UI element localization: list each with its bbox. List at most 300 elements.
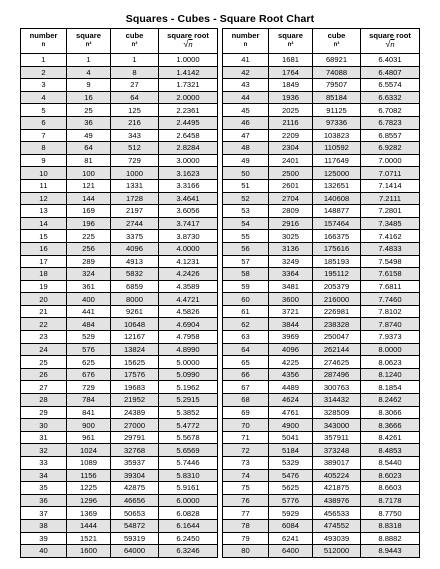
cell-number: 58 [223, 268, 269, 281]
table-row [223, 79, 420, 92]
table-row [21, 167, 218, 180]
cell-square-root: 6.9282 [361, 142, 420, 155]
header-cube: cube n³ [111, 29, 159, 54]
cell-square-root: 6.4031 [361, 54, 420, 67]
table-row [21, 519, 218, 532]
cell-number: 34 [21, 469, 67, 482]
cell-number: 2 [21, 66, 67, 79]
table-row [223, 394, 420, 407]
cell-square-root: 4.8990 [159, 343, 218, 356]
cell-square: 4096 [269, 343, 313, 356]
cell-cube: 421875 [313, 482, 361, 495]
cell-square: 676 [67, 368, 111, 381]
table-row [223, 545, 420, 558]
table-row [21, 305, 218, 318]
cell-cube: 512 [111, 142, 159, 155]
header-number: number n [21, 29, 67, 54]
table-row [21, 368, 218, 381]
table-row [21, 457, 218, 470]
cell-square-root: 6.5574 [361, 79, 420, 92]
cell-cube: 8000 [111, 293, 159, 306]
cell-square-root: 1.0000 [159, 54, 218, 67]
cell-square: 3481 [269, 280, 313, 293]
cell-cube: 226981 [313, 305, 361, 318]
cell-square: 1 [67, 54, 111, 67]
cell-cube: 42875 [111, 482, 159, 495]
cell-number: 24 [21, 343, 67, 356]
cell-number: 26 [21, 368, 67, 381]
cell-square-root: 5.3852 [159, 406, 218, 419]
cell-square-root: 7.8740 [361, 318, 420, 331]
cell-cube: 157464 [313, 217, 361, 230]
cell-square: 49 [67, 129, 111, 142]
cell-number: 30 [21, 419, 67, 432]
cell-number: 4 [21, 91, 67, 104]
cell-number: 36 [21, 494, 67, 507]
cell-square: 2601 [269, 179, 313, 192]
table-row [21, 343, 218, 356]
cell-square: 1156 [67, 469, 111, 482]
page-title: Squares - Cubes - Square Root Chart [125, 13, 315, 25]
cell-square: 2304 [269, 142, 313, 155]
table-row [21, 318, 218, 331]
cell-number: 56 [223, 242, 269, 255]
cell-cube: 140608 [313, 192, 361, 205]
cell-square: 4225 [269, 356, 313, 369]
cell-square-root: 5.1962 [159, 381, 218, 394]
cell-number: 23 [21, 331, 67, 344]
cell-square-root: 1.7321 [159, 79, 218, 92]
table-row [21, 280, 218, 293]
cell-square: 5476 [269, 469, 313, 482]
table-row [21, 205, 218, 218]
cell-square: 961 [67, 431, 111, 444]
cell-square-root: 6.7082 [361, 104, 420, 117]
table-row [223, 268, 420, 281]
cell-number: 62 [223, 318, 269, 331]
table-row [223, 343, 420, 356]
cell-cube: 19683 [111, 381, 159, 394]
cell-square: 2704 [269, 192, 313, 205]
cell-cube: 35937 [111, 457, 159, 470]
table-row [21, 142, 218, 155]
cell-square: 256 [67, 242, 111, 255]
cell-cube: 64000 [111, 545, 159, 558]
table-row [21, 406, 218, 419]
cell-square-root: 8.1240 [361, 368, 420, 381]
cell-cube: 110592 [313, 142, 361, 155]
table-row [223, 356, 420, 369]
cell-square-root: 8.9443 [361, 545, 420, 558]
header-square-root: square root √n [159, 29, 218, 54]
cell-square-root: 7.2111 [361, 192, 420, 205]
cell-square: 4356 [269, 368, 313, 381]
cell-cube: 287496 [313, 368, 361, 381]
cell-cube: 148877 [313, 205, 361, 218]
table-row [21, 116, 218, 129]
cell-square: 484 [67, 318, 111, 331]
cell-square: 576 [67, 343, 111, 356]
cell-cube: 74088 [313, 66, 361, 79]
cell-square-root: 2.0000 [159, 91, 218, 104]
cell-square: 6084 [269, 519, 313, 532]
table-row [223, 129, 420, 142]
table-row [21, 154, 218, 167]
cell-square-root: 7.9373 [361, 331, 420, 344]
cell-square-root: 6.6332 [361, 91, 420, 104]
table-row [223, 368, 420, 381]
cell-square-root: 7.7460 [361, 293, 420, 306]
cell-square-root: 6.7823 [361, 116, 420, 129]
cell-cube: 21952 [111, 394, 159, 407]
cell-square-root: 3.3166 [159, 179, 218, 192]
cell-square: 729 [67, 381, 111, 394]
cell-square-root: 3.4641 [159, 192, 218, 205]
table-row [223, 192, 420, 205]
cell-number: 3 [21, 79, 67, 92]
table-row [223, 205, 420, 218]
cell-cube: 59319 [111, 532, 159, 545]
cell-cube: 39304 [111, 469, 159, 482]
cell-number: 14 [21, 217, 67, 230]
cell-square-root: 7.1414 [361, 179, 420, 192]
cell-square-root: 8.3066 [361, 406, 420, 419]
cell-square: 1849 [269, 79, 313, 92]
table-row [223, 406, 420, 419]
cell-number: 60 [223, 293, 269, 306]
cell-square-root: 3.1623 [159, 167, 218, 180]
cell-number: 51 [223, 179, 269, 192]
table-row [21, 532, 218, 545]
cell-square: 5929 [269, 507, 313, 520]
cell-number: 61 [223, 305, 269, 318]
cell-number: 47 [223, 129, 269, 142]
header-square-root: square root √n [361, 29, 420, 54]
cell-cube: 238328 [313, 318, 361, 331]
cell-cube: 46656 [111, 494, 159, 507]
table-row [223, 331, 420, 344]
cell-cube: 64 [111, 91, 159, 104]
cell-number: 31 [21, 431, 67, 444]
cell-square: 529 [67, 331, 111, 344]
header-row [21, 29, 218, 54]
cell-square-root: 7.0000 [361, 154, 420, 167]
cell-square-root: 7.6811 [361, 280, 420, 293]
cell-cube: 250047 [313, 331, 361, 344]
cell-cube: 125000 [313, 167, 361, 180]
cell-number: 46 [223, 116, 269, 129]
cell-square: 1936 [269, 91, 313, 104]
cell-square-root: 5.0000 [159, 356, 218, 369]
cell-square: 1521 [67, 532, 111, 545]
cell-number: 10 [21, 167, 67, 180]
cell-square: 625 [67, 356, 111, 369]
table-row [21, 230, 218, 243]
cell-square-root: 2.8284 [159, 142, 218, 155]
cell-square-root: 8.8318 [361, 519, 420, 532]
cell-cube: 216 [111, 116, 159, 129]
table-row [223, 255, 420, 268]
cell-square: 4 [67, 66, 111, 79]
cell-square-root: 5.6569 [159, 444, 218, 457]
cell-square: 3600 [269, 293, 313, 306]
table-row [223, 154, 420, 167]
cell-square-root: 8.4853 [361, 444, 420, 457]
table-row [21, 545, 218, 558]
table-row [223, 519, 420, 532]
table-row [223, 91, 420, 104]
cell-square-root: 7.5498 [361, 255, 420, 268]
cell-square: 16 [67, 91, 111, 104]
cell-cube: 2197 [111, 205, 159, 218]
cell-square: 4624 [269, 394, 313, 407]
cell-number: 71 [223, 431, 269, 444]
cell-number: 64 [223, 343, 269, 356]
cell-cube: 27 [111, 79, 159, 92]
cell-number: 70 [223, 419, 269, 432]
sqrt-icon: √ [183, 39, 189, 49]
cell-cube: 125 [111, 104, 159, 117]
cell-square: 169 [67, 205, 111, 218]
cell-number: 16 [21, 242, 67, 255]
cell-number: 38 [21, 519, 67, 532]
cell-number: 27 [21, 381, 67, 394]
table-row [223, 532, 420, 545]
table-row [223, 242, 420, 255]
table-row [21, 394, 218, 407]
cell-square-root: 8.2462 [361, 394, 420, 407]
cell-square: 5184 [269, 444, 313, 457]
cell-square-root: 6.4807 [361, 66, 420, 79]
cell-number: 17 [21, 255, 67, 268]
cell-number: 57 [223, 255, 269, 268]
cell-cube: 103823 [313, 129, 361, 142]
cell-square-root: 1.4142 [159, 66, 218, 79]
cell-cube: 29791 [111, 431, 159, 444]
cell-square: 2209 [269, 129, 313, 142]
table-row [21, 242, 218, 255]
cell-square: 1600 [67, 545, 111, 558]
cell-square-root: 5.0990 [159, 368, 218, 381]
cell-square: 3969 [269, 331, 313, 344]
table-row [223, 142, 420, 155]
cell-square: 2916 [269, 217, 313, 230]
cell-cube: 343 [111, 129, 159, 142]
table-row [21, 482, 218, 495]
cell-cube: 2744 [111, 217, 159, 230]
cell-number: 28 [21, 394, 67, 407]
table-row [21, 431, 218, 444]
cell-square: 2500 [269, 167, 313, 180]
cell-square-root: 6.0000 [159, 494, 218, 507]
cell-cube: 54872 [111, 519, 159, 532]
cell-number: 40 [21, 545, 67, 558]
table-row [21, 192, 218, 205]
table-row [21, 79, 218, 92]
cell-number: 76 [223, 494, 269, 507]
table-row [223, 66, 420, 79]
cell-square: 2809 [269, 205, 313, 218]
cell-number: 12 [21, 192, 67, 205]
cell-square-root: 2.4495 [159, 116, 218, 129]
cell-square-root: 7.8102 [361, 305, 420, 318]
cell-square: 121 [67, 179, 111, 192]
cell-number: 43 [223, 79, 269, 92]
cell-square-root: 4.1231 [159, 255, 218, 268]
cell-cube: 314432 [313, 394, 361, 407]
cell-number: 42 [223, 66, 269, 79]
cell-cube: 50653 [111, 507, 159, 520]
table-row [223, 469, 420, 482]
cell-cube: 27000 [111, 419, 159, 432]
table-row [223, 457, 420, 470]
cell-square-root: 8.6023 [361, 469, 420, 482]
cell-square-root: 3.8730 [159, 230, 218, 243]
cell-number: 41 [223, 54, 269, 67]
cell-square: 6400 [269, 545, 313, 558]
table-row [223, 293, 420, 306]
table-row [223, 305, 420, 318]
cell-number: 13 [21, 205, 67, 218]
cell-number: 48 [223, 142, 269, 155]
cell-square: 361 [67, 280, 111, 293]
cell-square-root: 3.7417 [159, 217, 218, 230]
cell-square-root: 8.7750 [361, 507, 420, 520]
header-square: square n² [67, 29, 111, 54]
cell-cube: 175616 [313, 242, 361, 255]
table-row [223, 482, 420, 495]
cell-square: 4489 [269, 381, 313, 394]
cell-square: 196 [67, 217, 111, 230]
header-number: number n [223, 29, 269, 54]
cell-number: 18 [21, 268, 67, 281]
cell-square: 25 [67, 104, 111, 117]
table-row [223, 167, 420, 180]
cell-cube: 8 [111, 66, 159, 79]
cell-square-root: 7.0711 [361, 167, 420, 180]
cell-number: 67 [223, 381, 269, 394]
cell-number: 5 [21, 104, 67, 117]
cell-number: 9 [21, 154, 67, 167]
cell-square-root: 6.1644 [159, 519, 218, 532]
cell-square: 5776 [269, 494, 313, 507]
cell-number: 69 [223, 406, 269, 419]
cell-square: 400 [67, 293, 111, 306]
cell-square: 9 [67, 79, 111, 92]
cell-square: 2401 [269, 154, 313, 167]
cell-square-root: 7.6158 [361, 268, 420, 281]
cell-number: 80 [223, 545, 269, 558]
table-row [21, 129, 218, 142]
cell-square-root: 8.7178 [361, 494, 420, 507]
table-row [21, 469, 218, 482]
cell-square: 3364 [269, 268, 313, 281]
cell-square-root: 2.6458 [159, 129, 218, 142]
cell-cube: 729 [111, 154, 159, 167]
cell-square-root: 4.5826 [159, 305, 218, 318]
table-right [222, 28, 420, 558]
table-row [21, 91, 218, 104]
cell-number: 66 [223, 368, 269, 381]
cell-number: 75 [223, 482, 269, 495]
cell-square: 4900 [269, 419, 313, 432]
cell-number: 20 [21, 293, 67, 306]
cell-cube: 117649 [313, 154, 361, 167]
cell-number: 50 [223, 167, 269, 180]
cell-square-root: 4.4721 [159, 293, 218, 306]
cell-square-root: 8.0000 [361, 343, 420, 356]
cell-cube: 195112 [313, 268, 361, 281]
cell-cube: 6859 [111, 280, 159, 293]
cell-square: 784 [67, 394, 111, 407]
cell-square: 36 [67, 116, 111, 129]
cell-cube: 493039 [313, 532, 361, 545]
cell-square-root: 7.3485 [361, 217, 420, 230]
table-row [21, 356, 218, 369]
table-row [21, 293, 218, 306]
cell-square: 225 [67, 230, 111, 243]
cell-number: 68 [223, 394, 269, 407]
table-left [20, 28, 218, 558]
cell-cube: 512000 [313, 545, 361, 558]
cell-cube: 328509 [313, 406, 361, 419]
cell-square-root: 8.0623 [361, 356, 420, 369]
cell-square: 2025 [269, 104, 313, 117]
cell-cube: 166375 [313, 230, 361, 243]
cell-cube: 1 [111, 54, 159, 67]
cell-square: 1681 [269, 54, 313, 67]
header-square: square n² [269, 29, 313, 54]
cell-square: 441 [67, 305, 111, 318]
table-row [21, 54, 218, 67]
cell-square-root: 4.7958 [159, 331, 218, 344]
cell-square: 5041 [269, 431, 313, 444]
cell-number: 45 [223, 104, 269, 117]
cell-number: 21 [21, 305, 67, 318]
cell-cube: 216000 [313, 293, 361, 306]
cell-cube: 97336 [313, 116, 361, 129]
cell-cube: 17576 [111, 368, 159, 381]
cell-square-root: 4.6904 [159, 318, 218, 331]
table-row [223, 381, 420, 394]
cell-number: 8 [21, 142, 67, 155]
cell-number: 33 [21, 457, 67, 470]
cell-square: 3136 [269, 242, 313, 255]
cell-square: 1296 [67, 494, 111, 507]
cell-cube: 85184 [313, 91, 361, 104]
cell-cube: 5832 [111, 268, 159, 281]
cell-number: 7 [21, 129, 67, 142]
cell-number: 25 [21, 356, 67, 369]
cell-number: 54 [223, 217, 269, 230]
cell-cube: 132651 [313, 179, 361, 192]
cell-number: 72 [223, 444, 269, 457]
header-row [223, 29, 420, 54]
cell-number: 49 [223, 154, 269, 167]
cell-number: 53 [223, 205, 269, 218]
cell-square-root: 5.5678 [159, 431, 218, 444]
cell-cube: 10648 [111, 318, 159, 331]
cell-square-root: 5.8310 [159, 469, 218, 482]
cell-square-root: 8.8882 [361, 532, 420, 545]
cell-number: 6 [21, 116, 67, 129]
cell-square-root: 6.2450 [159, 532, 218, 545]
cell-square: 100 [67, 167, 111, 180]
cell-square: 3844 [269, 318, 313, 331]
table-row [21, 268, 218, 281]
cell-square-root: 4.3589 [159, 280, 218, 293]
cell-cube: 1000 [111, 167, 159, 180]
